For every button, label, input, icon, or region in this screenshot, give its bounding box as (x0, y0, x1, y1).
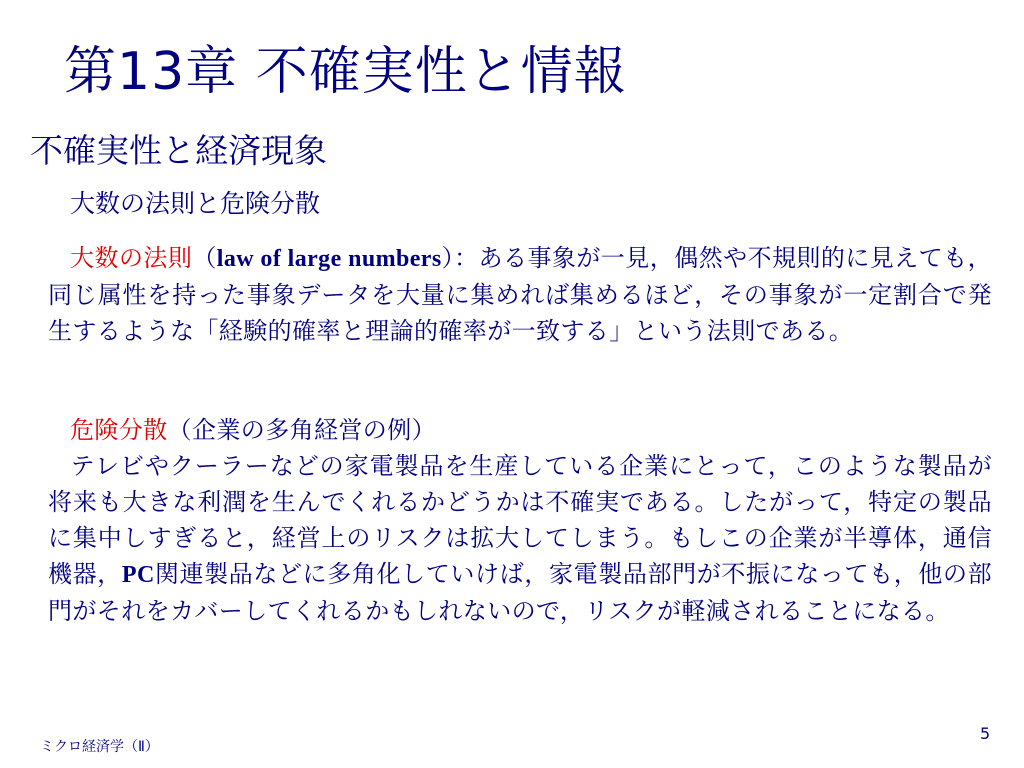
risk-term: 危険分散 (70, 416, 168, 444)
slide-title: 第13章 不確実性と情報 (64, 42, 627, 102)
page-number: 5 (980, 724, 991, 743)
law-close-colon: ）： (441, 244, 479, 272)
risk-diversification-paragraph (48, 412, 992, 629)
footer-course-name: ミクロ経済学（Ⅱ） (40, 739, 159, 755)
subsection-heading: 大数の法則と危険分散 (70, 189, 321, 218)
risk-note: （企業の多角経営の例） (167, 416, 437, 444)
risk-body-pc: PC (121, 562, 155, 588)
section-heading: 不確実性と経済現象 (30, 131, 327, 170)
law-english-name: law of large numbers (216, 246, 442, 272)
law-term: 大数の法則 (70, 244, 193, 272)
risk-body-text-2: 関連製品などに多角化していけば，家電製品部門が不振になっても，他の部門がそれをカバーしてくれるかもしれないので，リスクが軽減されることになる。 (48, 560, 992, 625)
risk-body-text-1: テレビやクーラーなどの家電製品を生産している企業にとって，このような製品が将来も大きな利潤を生んでくれるかどうかは不確実である。したがって，特定の製品に集中しすぎると，経営上のリスクは拡大してしまう。もしこの企業が半導体，通信機器， (48, 452, 992, 588)
law-of-large-numbers-paragraph (48, 240, 992, 349)
law-body-text: ある事象が一見，偶然や不規則的に見えても，同じ属性を持った事象データを大量に集めれば集めるほど，その事象が一定割合で発生するような「経験的確率と理論的確率が一致する」という法則である。 (48, 244, 992, 345)
law-open-paren: （ (192, 244, 217, 272)
